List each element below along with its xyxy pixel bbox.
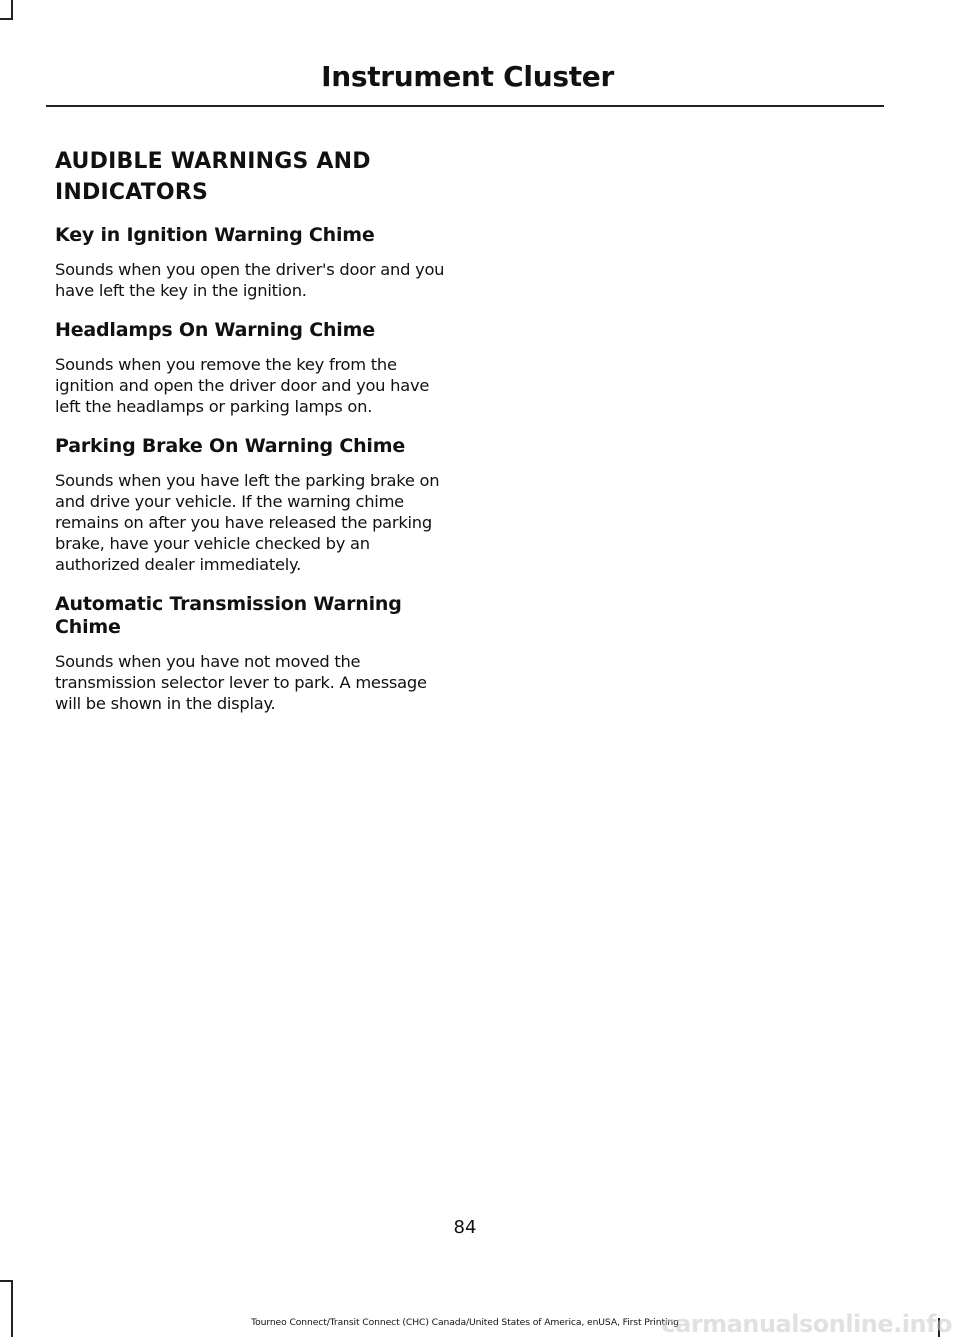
crop-mark-bottom-left-v bbox=[11, 1280, 13, 1337]
crop-mark-top-left-h bbox=[0, 18, 13, 20]
main-content bbox=[55, 146, 455, 732]
paragraph-key-in-ignition: Sounds when you open the driver's door and you have left the key in the ignition. bbox=[55, 260, 445, 300]
page-number: 84 bbox=[453, 1217, 477, 1238]
footer-text: Tourneo Connect/Transit Connect (CHC) Canada/United States of America, enUSA, First Printing bbox=[251, 1317, 679, 1328]
crop-mark-top-left-v bbox=[11, 0, 13, 20]
subheading-headlamps-on: Headlamps On Warning Chime bbox=[55, 319, 375, 341]
watermark: carmanualsonline.info bbox=[661, 1310, 952, 1338]
paragraph-headlamps-on: Sounds when you remove the key from the ignition and open the driver door and you have left the headlamps or parking lamps on. bbox=[55, 355, 430, 416]
section-title: AUDIBLE WARNINGS AND INDICATORS bbox=[55, 149, 371, 205]
crop-mark-bottom-left-h bbox=[0, 1280, 13, 1282]
page-header-title: Instrument Cluster bbox=[321, 60, 614, 93]
paragraph-automatic-transmission: Sounds when you have not moved the transmission selector lever to park. A message will be shown in the display. bbox=[55, 652, 427, 713]
paragraph-parking-brake-on: Sounds when you have left the parking brake on and drive your vehicle. If the warning chime remains on after you have released the parking brake, have your vehicle checked by an authorized dealer immediately. bbox=[55, 471, 440, 574]
header-rule bbox=[46, 105, 884, 107]
subheading-parking-brake-on: Parking Brake On Warning Chime bbox=[55, 435, 406, 457]
subheading-key-in-ignition: Key in Ignition Warning Chime bbox=[55, 224, 375, 246]
subheading-automatic-transmission: Automatic Transmission Warning Chime bbox=[55, 593, 402, 638]
